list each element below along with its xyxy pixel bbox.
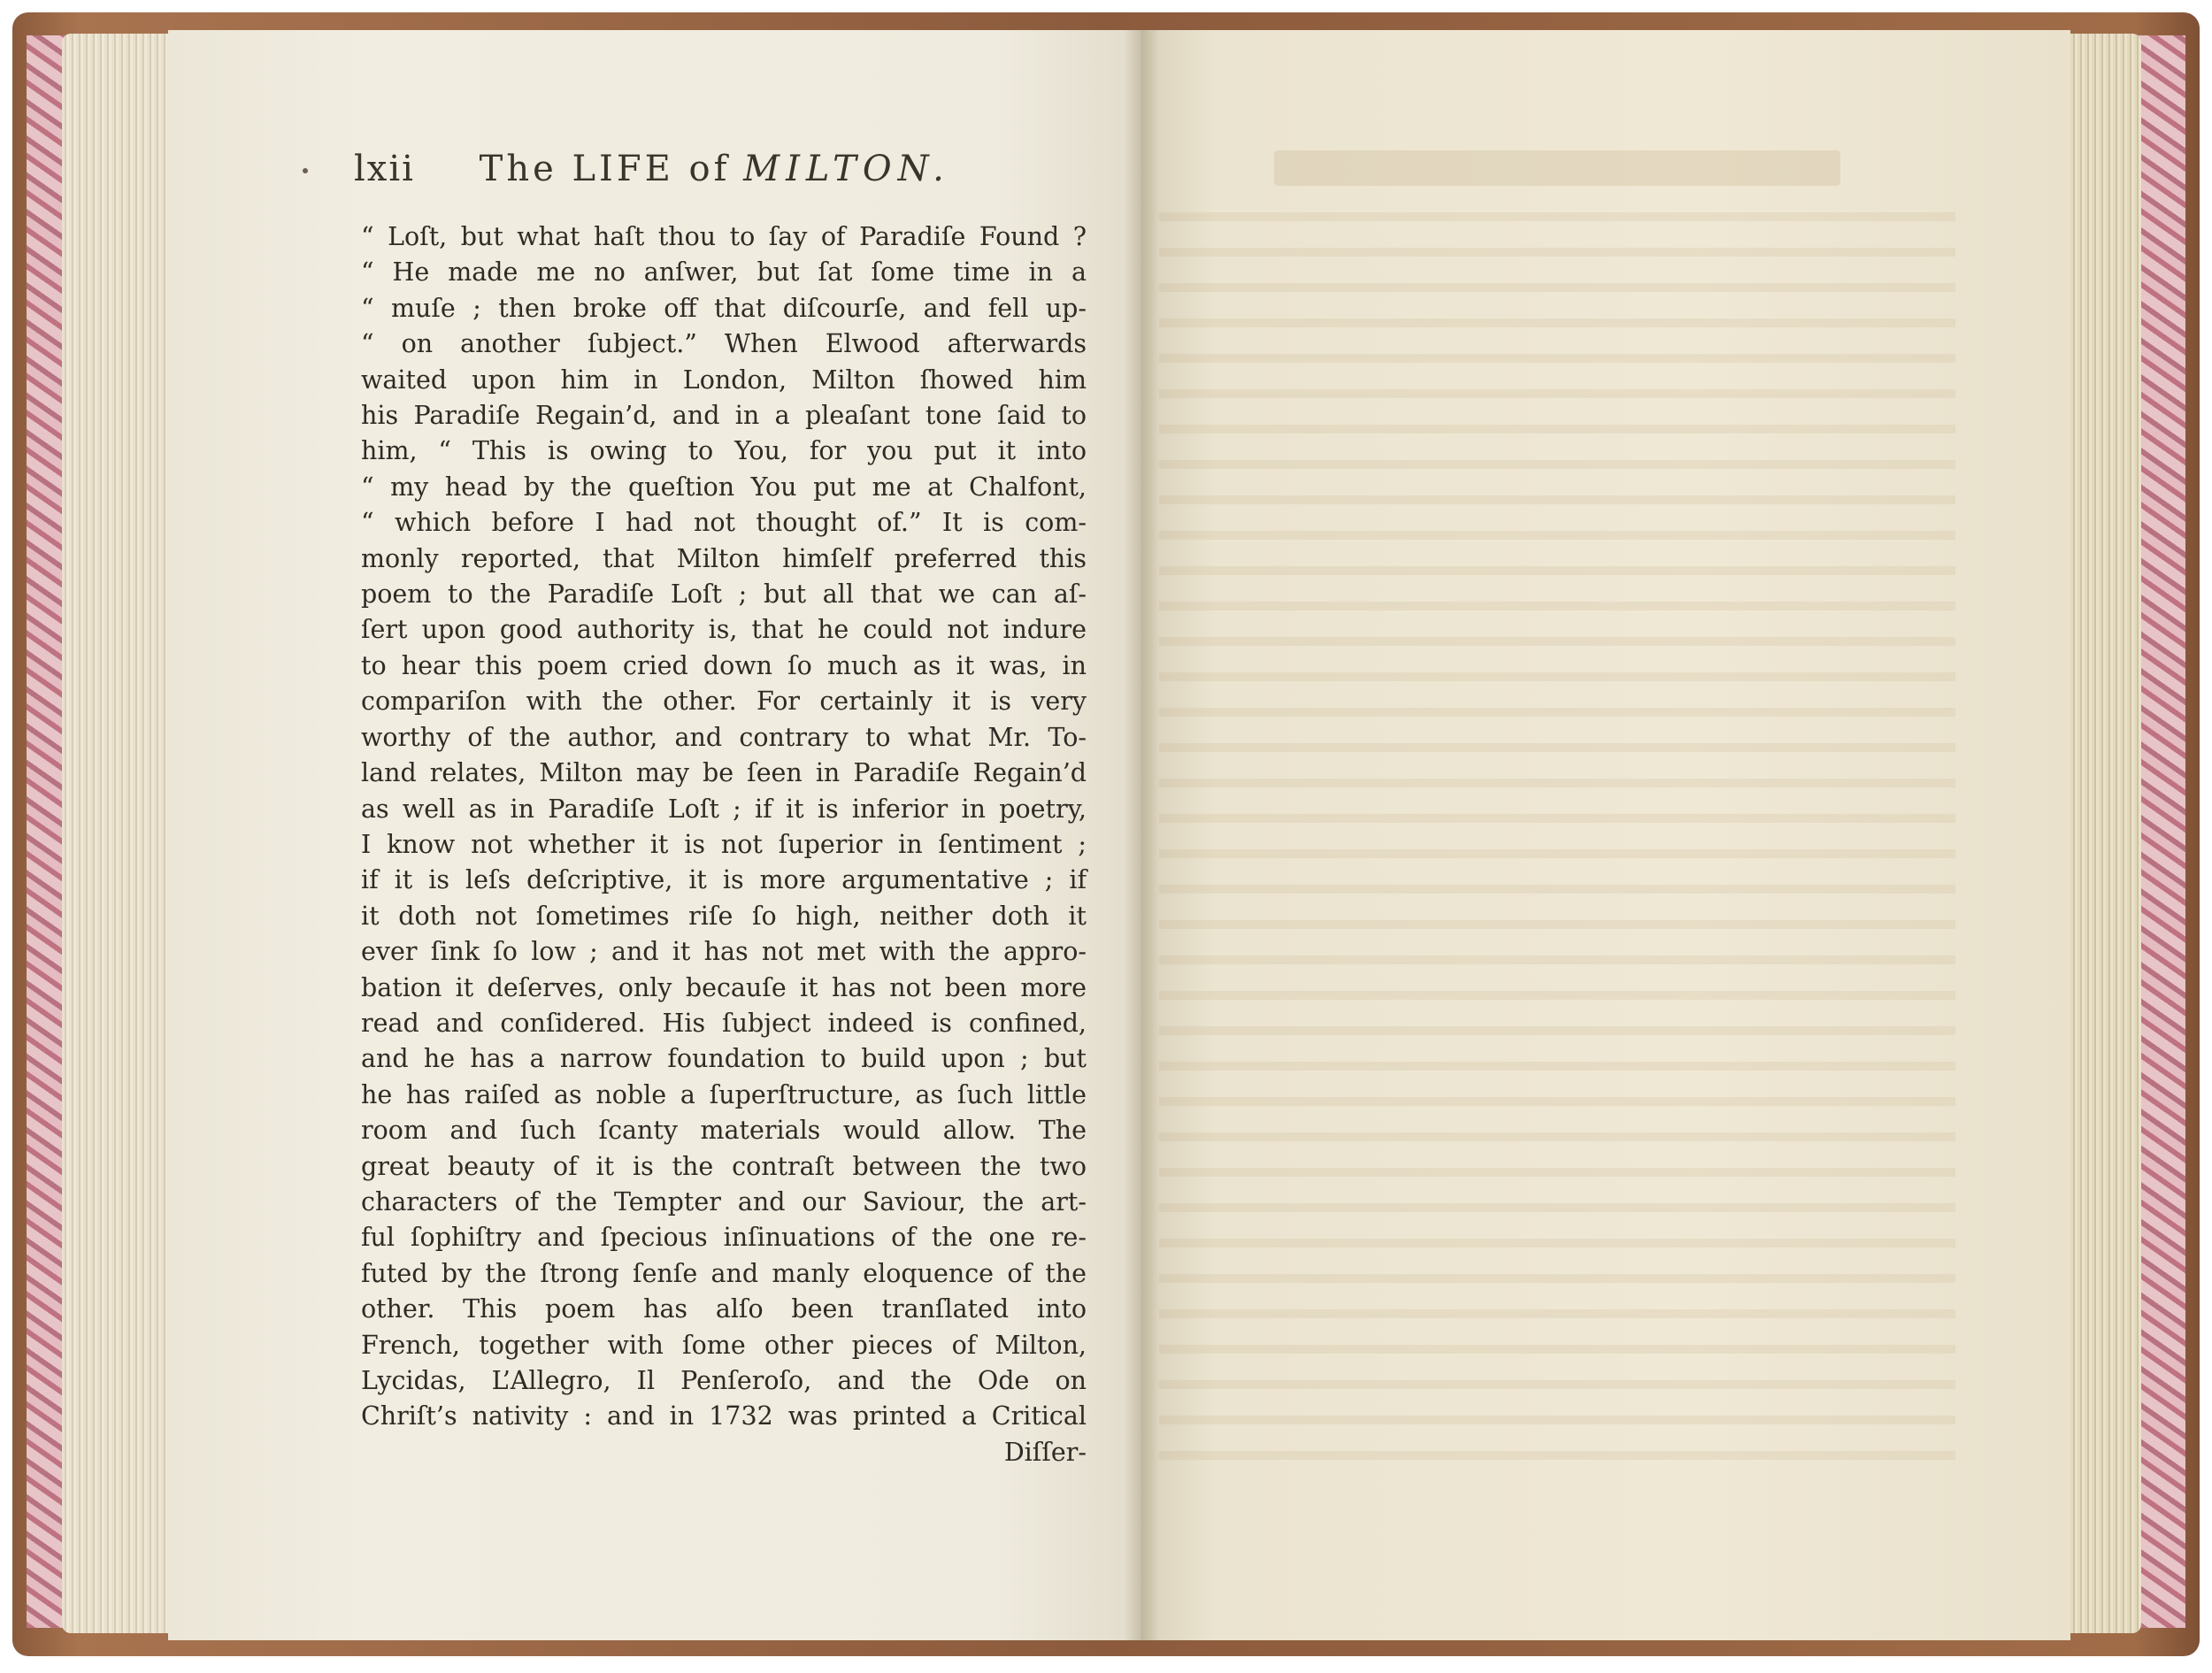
- running-head: [354, 149, 973, 189]
- page-number: lxii: [354, 149, 415, 189]
- text-line: room and ſuch ſcanty materials would allow. The: [361, 1116, 1087, 1146]
- text-line: bation it deſerves, only becauſe it has not been more: [361, 972, 1087, 1002]
- text-line: if it is leſs deſcriptive, it is more argumentative ; if: [361, 865, 1087, 895]
- text-line: compariſon with the other. For certainly it is very: [361, 687, 1087, 717]
- gutter-shadow: [1124, 30, 1159, 1640]
- text-line: “ my head by the queſtion You put me at Chalfont,: [361, 472, 1087, 502]
- text-line: worthy of the author, and contrary to what Mr. To-: [361, 722, 1087, 752]
- text-line: land relates, Milton may be ſeen in Paradiſe Regain’d: [361, 758, 1087, 788]
- text-line: futed by the ſtrong ſenſe and manly eloquence of the: [361, 1258, 1087, 1288]
- text-line: ful ſophiſtry and ſpecious inſinuations of the one re-: [361, 1223, 1087, 1253]
- text-line: Chriſt’s nativity : and in 1732 was printed a Critical: [361, 1401, 1087, 1431]
- text-line: Diſſer-: [1003, 1437, 1087, 1467]
- text-line: Lycidas, L’Allegro, Il Penſeroſo, and the Ode on: [361, 1366, 1087, 1395]
- text-line: monly reported, that Milton himſelf preferred this: [361, 543, 1087, 573]
- text-line: French, together with ſome other pieces of Milton,: [361, 1330, 1087, 1360]
- running-title: The LIFE of: [479, 149, 731, 189]
- text-line: as well as in Paradiſe Loſt ; if it is inferior in poetry,: [361, 794, 1087, 824]
- text-line: and he has a narrow foundation to build upon ; but: [361, 1044, 1087, 1074]
- text-line: ſert upon good authority is, that he could not indure: [361, 615, 1087, 645]
- text-line: characters of the Tempter and our Saviour, the art-: [361, 1186, 1087, 1216]
- text-line: him, “ This is owing to You, for you put it into: [361, 436, 1087, 466]
- text-line: his Paradiſe Regain’d, and in a pleaſant tone ſaid to: [361, 401, 1087, 431]
- margin-speck: [303, 168, 308, 173]
- text-line: I know not whether it is not ſuperior in ſentiment ;: [361, 829, 1087, 859]
- text-line: read and conſidered. His ſubject indeed is confined,: [361, 1008, 1087, 1038]
- text-line: waited upon him in London, Milton ſhowed him: [361, 365, 1087, 395]
- text-line: to hear this poem cried down ſo much as it was, in: [361, 650, 1087, 680]
- text-line: “ Loſt, but what haſt thou to ſay of Paradiſe Found ?: [361, 222, 1087, 251]
- text-line: ever ſink ſo low ; and it has not met with the appro-: [361, 937, 1087, 967]
- show-through-heading: [1274, 150, 1840, 186]
- text-line: he has raiſed as noble a ſuperſtructure, as ſuch little: [361, 1079, 1087, 1109]
- text-line: “ He made me no anſwer, but ſat ſome time in a: [361, 257, 1087, 288]
- text-line: great beauty of it is the contraſt between the two: [361, 1151, 1087, 1181]
- text-line: “ which before I had not thought of.” It is com-: [361, 508, 1087, 538]
- running-title-name: MILTON.: [743, 149, 950, 189]
- body-text: [361, 219, 1087, 1470]
- show-through-text: [1159, 212, 1955, 1477]
- text-line: other. This poem has alſo been tranſlated into: [361, 1294, 1087, 1324]
- text-line: it doth not ſometimes riſe ſo high, neither doth it: [361, 901, 1087, 931]
- text-line: “ muſe ; then broke off that diſcourſe, and fell up-: [361, 293, 1087, 323]
- text-line: “ on another ſubject.” When Elwood afterwards: [361, 329, 1087, 359]
- text-line: poem to the Paradiſe Loſt ; but all that we can aſ-: [361, 579, 1087, 610]
